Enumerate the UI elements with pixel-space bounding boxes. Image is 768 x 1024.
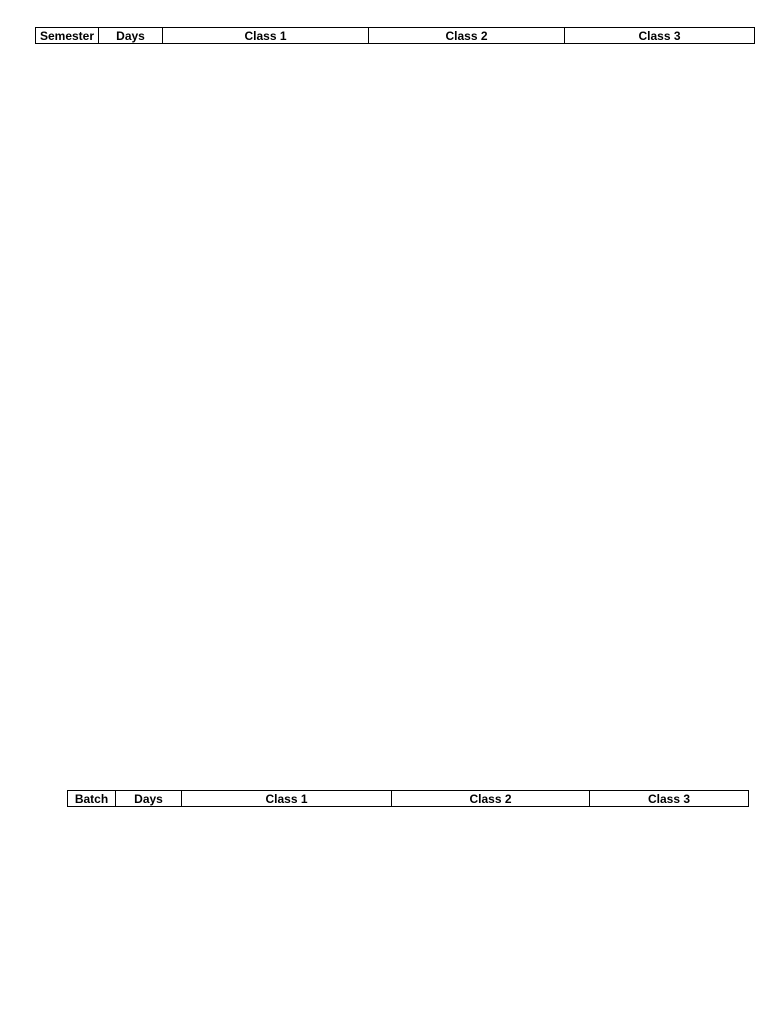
header-batch: Batch: [68, 791, 116, 807]
header-class-3: Class 3: [590, 791, 749, 807]
header-days: Days: [116, 791, 182, 807]
header-class-1: Class 1: [163, 28, 369, 44]
header-class-3: Class 3: [565, 28, 755, 44]
header-class-2: Class 2: [392, 791, 590, 807]
header-class-1: Class 1: [182, 791, 392, 807]
semester-timetable: [35, 27, 755, 44]
header-semester: Semester: [36, 28, 99, 44]
header-days: Days: [99, 28, 163, 44]
batch-timetable: [67, 790, 749, 807]
header-class-2: Class 2: [369, 28, 565, 44]
